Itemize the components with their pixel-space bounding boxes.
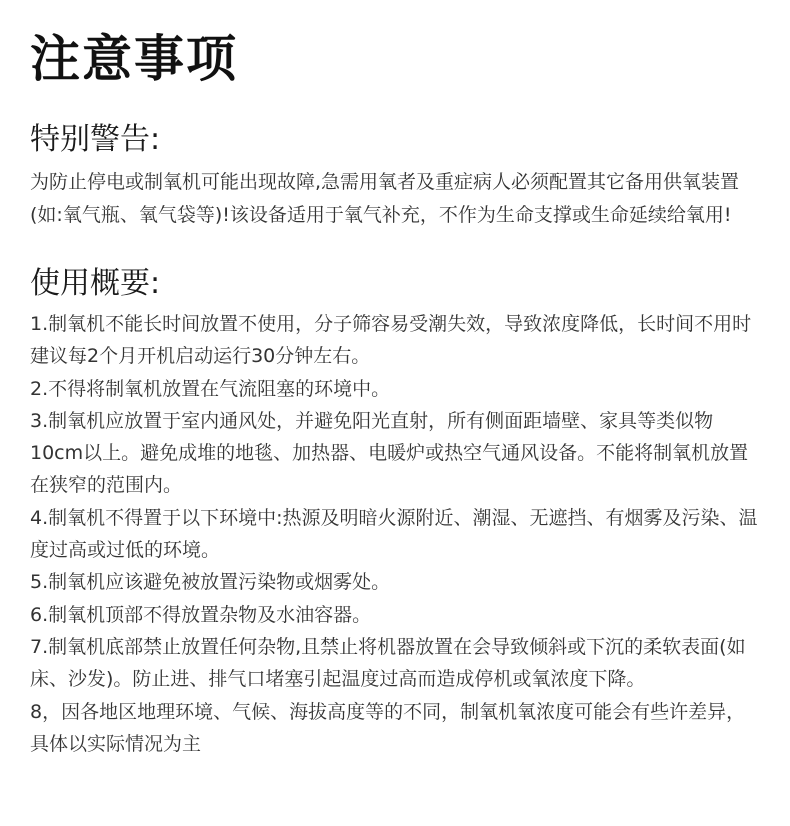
usage-heading: 使用概要: bbox=[30, 266, 161, 301]
usage-item-3: 3.制氧机应放置于室内通风处，并避免阳光直射，所有侧面距墙壁、家具等类似物10cm以上。避免成堆的地毯、加热器、电暖炉或热空气通风设备。不能将制氧机放置在狭窄的范围内。 bbox=[30, 409, 749, 497]
usage-list bbox=[30, 308, 760, 760]
usage-item-1: 1.制氧机不能长时间放置不使用，分子筛容易受潮失效，导致浓度降低，长时间不用时建议每2个月开机启动运行30分钟左右。 bbox=[30, 313, 752, 368]
usage-item-5: 5.制氧机应该避免被放置污染物或烟雾处。 bbox=[30, 571, 391, 594]
page-title: 注意事项 bbox=[30, 30, 238, 88]
usage-item-6: 6.制氧机顶部不得放置杂物及水油容器。 bbox=[30, 603, 372, 626]
warning-heading: 特别警告: bbox=[30, 122, 161, 157]
usage-item-8: 8，因各地区地理环境、气候、海拔高度等的不同，制氧机氧浓度可能会有些许差异，具体以实际情况为主 bbox=[30, 700, 746, 755]
usage-item-4: 4.制氧机不得置于以下环境中:热源及明暗火源附近、潮湿、无遮挡、有烟雾及污染、温度过高或过低的环境。 bbox=[30, 506, 758, 562]
usage-item-2: 2.不得将制氧机放置在气流阻塞的环境中。 bbox=[30, 377, 391, 400]
usage-item-7: 7.制氧机底部禁止放置任何杂物,且禁止将机器放置在会导致倾斜或下沉的柔软表面(如床、沙发)。防止进、排气口堵塞引起温度过高而造成停机或氧浓度下降。 bbox=[30, 635, 746, 691]
warning-body: 为防止停电或制氧机可能出现故障,急需用氧者及重症病人必须配置其它备用供氧装置(如:氧气瓶、氧气袋等)!该设备适用于氧气补充，不作为生命支撑或生命延续给氧用! bbox=[30, 171, 740, 226]
